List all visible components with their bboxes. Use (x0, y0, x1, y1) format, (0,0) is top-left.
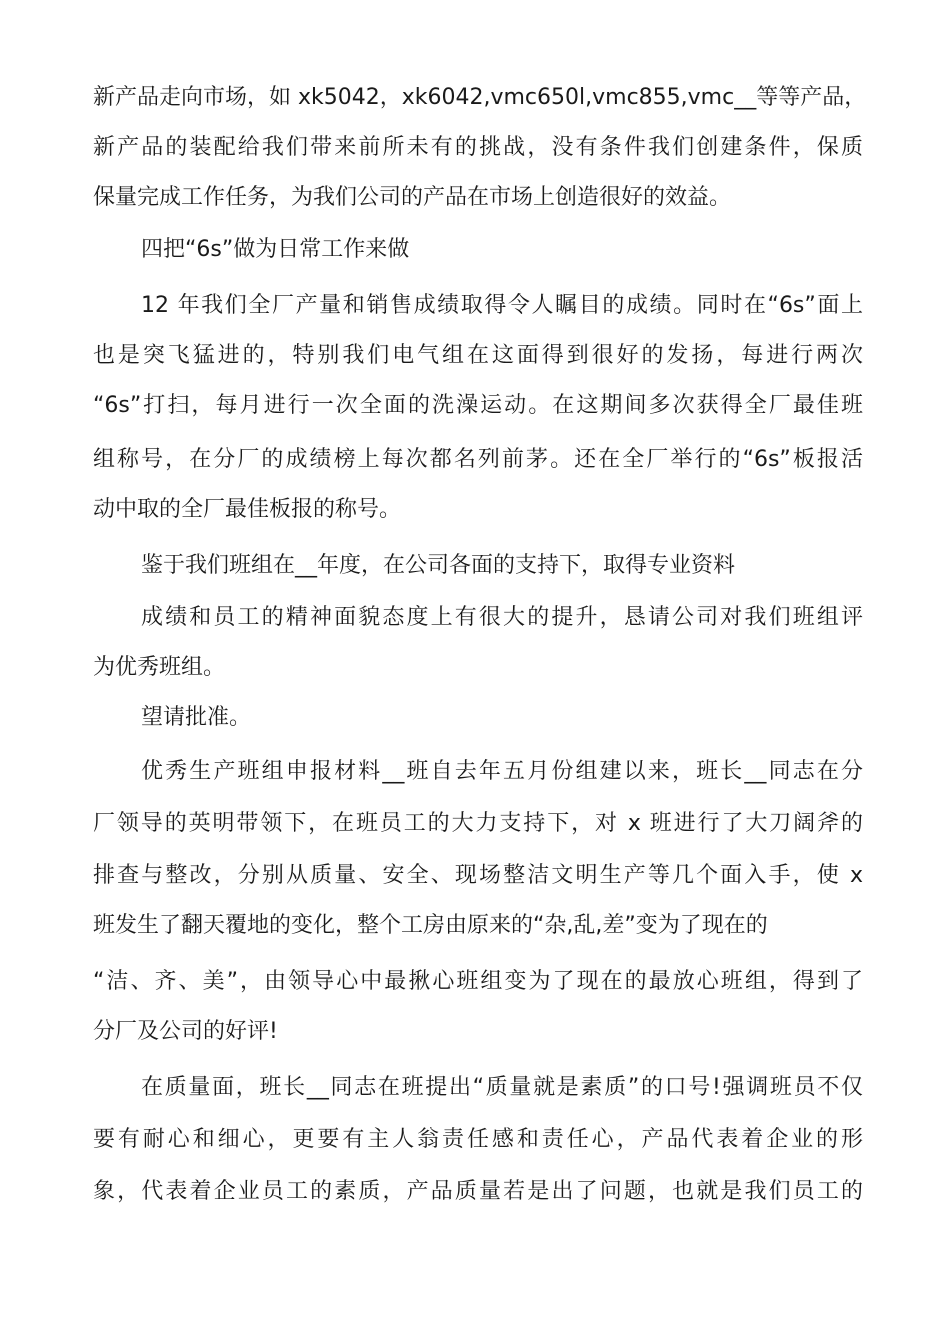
text-line: 新产品的装配给我们带来前所未有的挑战，没有条件我们创建条件，保质 (93, 135, 863, 160)
text-line: 在质量面，班长__同志在班提出“质量就是素质”的口号!强调班员不仅 (141, 1075, 863, 1100)
text-line: 排查与整改，分别从质量、安全、现场整洁文明生产等几个面入手，使 x (93, 863, 863, 888)
text-line: “洁、齐、美”，由领导心中最揪心班组变为了现在的最放心班组，得到了 (93, 969, 863, 994)
text-line: 组称号，在分厂的成绩榜上每次都名列前茅。还在全厂举行的“6s”板报活 (93, 447, 863, 472)
text-line: 要有耐心和细心，更要有主人翁责任感和责任心，产品代表着企业的形 (93, 1127, 863, 1152)
text-line: 厂领导的英明带领下，在班员工的大力支持下，对 x 班进行了大刀阔斧的 (93, 811, 863, 836)
text-line: 保量完成工作任务，为我们公司的产品在市场上创造很好的效益。 (93, 185, 732, 210)
text-line: 为优秀班组。 (93, 655, 226, 680)
text-line: 分厂及公司的好评! (93, 1019, 278, 1044)
text-line: 新产品走向市场，如 xk5042，xk6042,vmc650l,vmc855,vmc__等等产品， (93, 85, 867, 110)
section-heading: 四把“6s”做为日常工作来做 (141, 237, 410, 262)
text-line: 鉴于我们班组在__年度，在公司各面的支持下，取得专业资料 (141, 553, 736, 578)
text-line: 也是突飞猛进的，特别我们电气组在这面得到很好的发扬，每进行两次 (93, 343, 863, 368)
text-line: 望请批准。 (141, 705, 252, 730)
text-line: 班发生了翻天覆地的变化，整个工房由原来的“杂,乱,差”变为了现在的 (93, 913, 768, 938)
text-line: 动中取的全厂最佳板报的称号。 (93, 497, 402, 522)
text-line: 成绩和员工的精神面貌态度上有很大的提升，恳请公司对我们班组评 (141, 605, 863, 630)
text-line: 象，代表着企业员工的素质，产品质量若是出了问题，也就是我们员工的 (93, 1179, 863, 1204)
text-line: “6s”打扫，每月进行一次全面的洗澡运动。在这期间多次获得全厂最佳班 (93, 393, 863, 418)
text-line: 优秀生产班组申报材料__班自去年五月份组建以来，班长__同志在分 (141, 759, 863, 784)
text-line: 12 年我们全厂产量和销售成绩取得令人瞩目的成绩。同时在“6s”面上 (141, 293, 863, 318)
